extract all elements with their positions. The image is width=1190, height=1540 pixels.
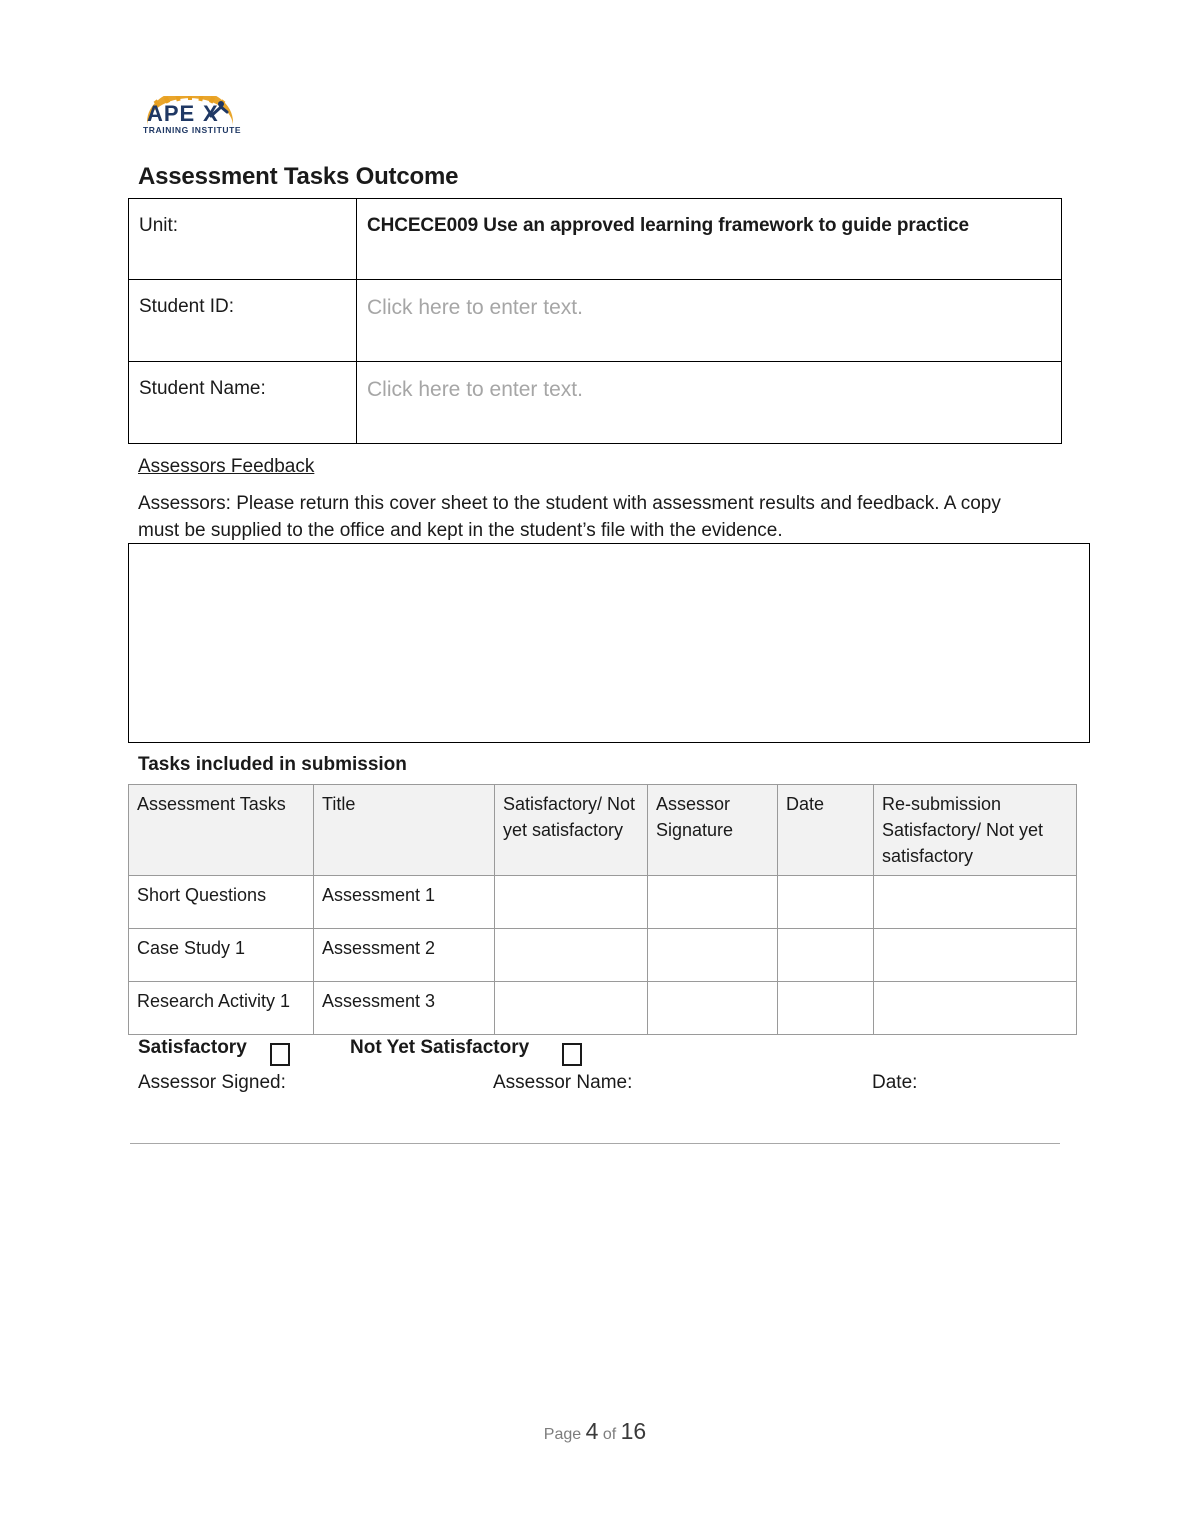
student-id-placeholder: Click here to enter text.: [367, 296, 583, 319]
table-row-unit: [129, 199, 1062, 280]
cell-task-name: Case Study 1: [129, 929, 314, 982]
cell-satisfactory[interactable]: [495, 929, 648, 982]
cell-satisfactory[interactable]: [495, 982, 648, 1035]
satisfactory-label: Satisfactory: [138, 1037, 247, 1058]
apex-training-institute-logo: [137, 96, 243, 136]
cell-resubmission[interactable]: [874, 929, 1077, 982]
cell-task-title: Assessment 2: [314, 929, 495, 982]
cell-task-name: Short Questions: [129, 876, 314, 929]
column-header-assessor-signature: Assessor Signature: [648, 785, 778, 876]
footer-page-prefix: Page: [543, 1426, 582, 1443]
not-yet-satisfactory-checkbox[interactable]: [562, 1043, 582, 1066]
assessors-feedback-input-box[interactable]: [128, 543, 1090, 743]
cell-task-title: Assessment 1: [314, 876, 495, 929]
unit-label: Unit:: [129, 199, 357, 280]
student-name-label: Student Name:: [129, 362, 357, 444]
cell-assessor-signature[interactable]: [648, 929, 778, 982]
assessor-name-label: Assessor Name:: [493, 1072, 633, 1093]
table-row: [129, 929, 1077, 982]
tasks-included-table: [128, 784, 1077, 1035]
table-row: [129, 982, 1077, 1035]
column-header-date: Date: [778, 785, 874, 876]
table-row-student-id: [129, 280, 1062, 362]
cell-date[interactable]: [778, 876, 874, 929]
overall-outcome-row: [138, 1035, 1078, 1069]
footer-total-pages: 16: [620, 1418, 647, 1444]
assessor-date-label: Date:: [872, 1072, 918, 1093]
satisfactory-checkbox[interactable]: [270, 1043, 290, 1066]
cell-task-title: Assessment 3: [314, 982, 495, 1035]
student-info-table: [128, 198, 1062, 444]
column-header-assessment-tasks: Assessment Tasks: [129, 785, 314, 876]
footer-page-middle: of: [602, 1426, 617, 1443]
column-header-resubmission: Re-submission Satisfactory/ Not yet satisfactory: [874, 785, 1077, 876]
table-header-row: [129, 785, 1077, 876]
svg-text:APE: APE: [147, 101, 196, 126]
assessors-feedback-note: Assessors: Please return this cover sheet to the student with assessment results and feedback. A copy must be supplied to the office and kept in the student’s file with the evidence.: [138, 493, 1001, 541]
column-header-title: Title: [314, 785, 495, 876]
svg-text:X: X: [203, 101, 218, 126]
column-header-satisfactory: Satisfactory/ Not yet satisfactory: [495, 785, 648, 876]
assessors-feedback-heading: Assessors Feedback: [138, 456, 315, 477]
cell-task-name: Research Activity 1: [129, 982, 314, 1035]
student-name-field[interactable]: [357, 362, 1062, 444]
student-id-label: Student ID:: [129, 280, 357, 362]
cell-resubmission[interactable]: [874, 876, 1077, 929]
unit-value: CHCECE009 Use an approved learning framework to guide practice: [367, 215, 969, 236]
footer-divider: [130, 1143, 1060, 1144]
cell-assessor-signature[interactable]: [648, 982, 778, 1035]
student-id-field[interactable]: [357, 280, 1062, 362]
table-row: [129, 876, 1077, 929]
assessor-signed-label: Assessor Signed:: [138, 1072, 286, 1093]
cell-satisfactory[interactable]: [495, 876, 648, 929]
cell-resubmission[interactable]: [874, 982, 1077, 1035]
cell-date[interactable]: [778, 982, 874, 1035]
unit-value-cell[interactable]: [357, 199, 1062, 280]
page-title: Assessment Tasks Outcome: [138, 163, 459, 190]
not-yet-satisfactory-label: Not Yet Satisfactory: [350, 1037, 530, 1058]
footer-page-number: 4: [585, 1418, 599, 1444]
page-footer: [0, 1418, 1190, 1445]
student-name-placeholder: Click here to enter text.: [367, 378, 583, 401]
svg-text:TRAINING INSTITUTE: TRAINING INSTITUTE: [143, 125, 242, 135]
cell-assessor-signature[interactable]: [648, 876, 778, 929]
assessor-signoff-row: [138, 1072, 1078, 1102]
table-row-student-name: [129, 362, 1062, 444]
tasks-included-heading: Tasks included in submission: [138, 754, 407, 775]
cell-date[interactable]: [778, 929, 874, 982]
